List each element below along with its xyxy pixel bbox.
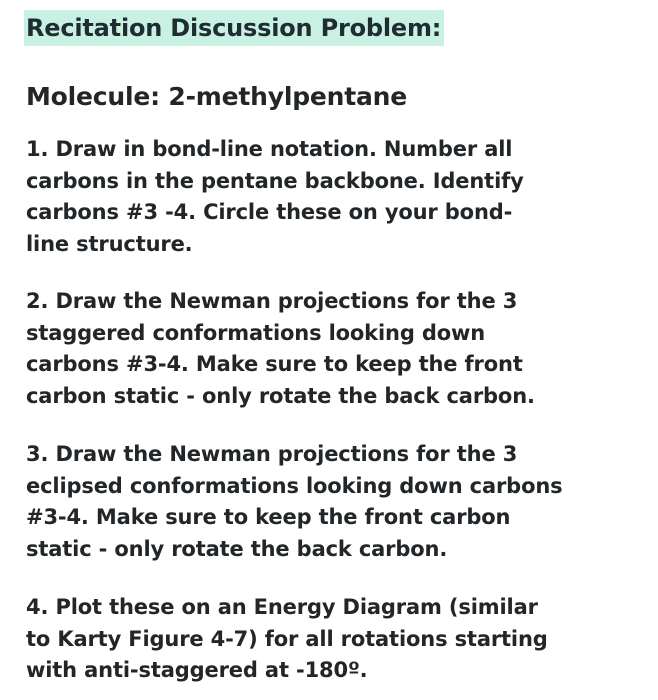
problem-line: static - only rotate the back carbon. <box>26 536 448 561</box>
problem-line: carbons in the pentane backbone. Identify <box>26 168 524 193</box>
problem-line: 1. Draw in bond-line notation. Number all <box>26 137 513 161</box>
problem-line: line structure. <box>26 231 193 256</box>
problem-line: 2. Draw the Newman projections for the 3 <box>26 289 518 313</box>
molecule-heading: Molecule: 2-methylpentane <box>26 82 408 111</box>
problem-line: carbon static - only rotate the back carbon. <box>26 383 535 408</box>
document-page <box>26 10 646 687</box>
problem-line: with anti-staggered at -180º. <box>26 658 368 682</box>
problem-2 <box>26 286 646 412</box>
problem-line: 4. Plot these on an Energy Diagram (similar <box>26 595 538 619</box>
problem-line: eclipsed conformations looking down carbons <box>26 473 563 498</box>
problem-line: staggered conformations looking down <box>26 320 486 345</box>
problem-3 <box>26 439 646 565</box>
problem-line: to Karty Figure 4-7) for all rotations starting <box>26 626 548 651</box>
problem-line: #3-4. Make sure to keep the front carbon <box>26 505 511 529</box>
page-title: Recitation Discussion Problem: <box>24 10 444 46</box>
problem-4 <box>26 592 646 687</box>
problem-line: carbons #3-4. Make sure to keep the front <box>26 352 523 376</box>
problem-line: 3. Draw the Newman projections for the 3 <box>26 442 518 466</box>
problem-1 <box>26 134 646 260</box>
problem-line: carbons #3 -4. Circle these on your bond- <box>26 200 513 224</box>
